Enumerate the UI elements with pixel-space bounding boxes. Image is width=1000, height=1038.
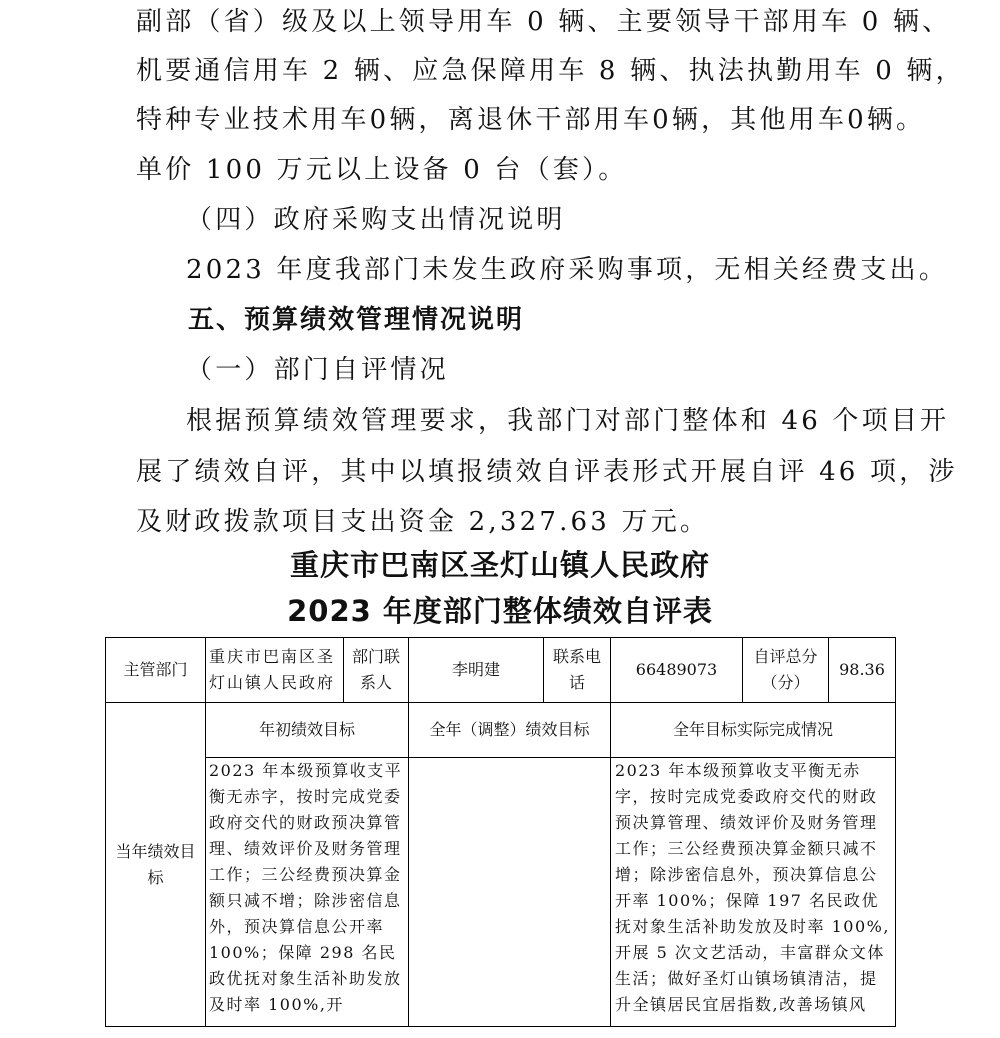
table-title-line-2: 2023 年度部门整体绩效自评表: [287, 594, 713, 628]
body-line-3: 特种专业技术用车0辆，离退休干部用车0辆，其他用车0辆。: [136, 105, 926, 135]
initial-goal-text: 2023 年本级预算收支平衡无赤字，按时完成党委政府交代的财政预决算管理、绩效评价及财务管理工作；三公经费预决算金额只减不增；除涉密信息外，预决算信息公开率 100%；保障 298 名民政优抚对象生活补助发放及时率 100%,开: [206, 758, 409, 1027]
table-title-line-1: 重庆市巴南区圣灯山镇人民政府: [289, 548, 710, 582]
contact-value: 李明建: [409, 638, 544, 703]
sub1-line-3: 及财政拨款项目支出资金 2,327.63 万元。: [136, 507, 710, 537]
dept-value: 重庆市巴南区圣灯山镇人民政府: [206, 638, 344, 703]
sub1-line-2: 展了绩效自评，其中以填报绩效自评表形式开展自评 46 项，涉: [136, 457, 958, 487]
score-value: 98.36: [829, 638, 896, 703]
col-initial-header: 年初绩效目标: [206, 703, 409, 758]
sub1-heading: （一）部门自评情况: [186, 355, 449, 385]
goal-row-label: 当年绩效目标: [106, 703, 206, 1027]
section4-heading: （四）政府采购支出情况说明: [186, 205, 566, 235]
body-line-2: 机要通信用车 2 辆、应急保障用车 8 辆、执法执勤用车 0 辆，: [136, 56, 965, 86]
actual-result-text: 2023 年本级预算收支平衡无赤字，按时完成党委政府交代的财政预决算管理、绩效评价及财务管理工作；三公经费预决算金额只减不增；除涉密信息外，预决算信息公开率 100%；保障 197 名民政优抚对象生活补助发放及时率 100%,开展 5 次文艺活动，丰富群众文体生活；做好圣灯山镇场镇清洁，提升全镇居民宜居指数,改善场镇风: [611, 758, 896, 1027]
body-line-4: 单价 100 万元以上设备 0 台（套）。: [136, 155, 628, 185]
performance-table: [105, 637, 896, 1027]
goal-header-row: [106, 703, 896, 758]
phone-label: 联系电话: [544, 638, 611, 703]
chapter5-heading: 五、预算绩效管理情况说明: [188, 305, 525, 335]
contact-label: 部门联系人: [344, 638, 409, 703]
body-line-1: 副部（省）级及以上领导用车 0 辆、主要领导干部用车 0 辆、: [136, 7, 952, 37]
dept-label: 主管部门: [106, 638, 206, 703]
goal-content-row: [106, 758, 896, 1027]
section4-text: 2023 年度我部门未发生政府采购事项，无相关经费支出。: [186, 255, 949, 285]
col-actual-header: 全年目标实际完成情况: [611, 703, 896, 758]
adjusted-goal-text: [409, 758, 611, 1027]
phone-value: 66489073: [611, 638, 743, 703]
score-label: 自评总分（分）: [743, 638, 829, 703]
header-row: [106, 638, 896, 703]
col-adjusted-header: 全年（调整）绩效目标: [409, 703, 611, 758]
sub1-line-1: 根据预算绩效管理要求，我部门对部门整体和 46 个项目开: [186, 406, 950, 436]
